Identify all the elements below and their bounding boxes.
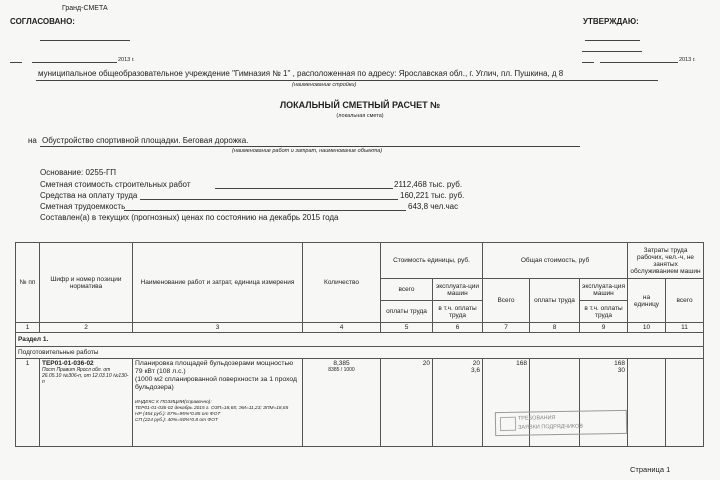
header-num: № пп	[16, 243, 40, 323]
organization-line	[36, 80, 658, 81]
stamp: ТРЕБОВАНИЯ ЗАЯВКИ ПОДРЯДЧИКОВ	[495, 410, 627, 436]
object-prefix: на	[28, 136, 37, 145]
wage-value: 160,221 тыс. руб.	[400, 191, 465, 200]
header-unit-expl: эксплуата-ции машин	[433, 279, 483, 301]
row-labor-all	[666, 359, 704, 447]
header-total-all: Всего	[483, 279, 530, 323]
sign-line-left	[40, 40, 130, 41]
index-line-1: ТЕР01-01-036-02 декабрь 2015 г. ОЗП=18,65; ЭМ=11,23; ЗПМ=18,65	[135, 406, 289, 411]
header-unit-all: всего	[381, 279, 433, 301]
labor-value: 643,8 чел.час	[408, 202, 459, 211]
header-total-wages: оплаты труда	[530, 279, 580, 323]
header-labor-all: всего	[666, 279, 704, 323]
year-left: 2013 г.	[118, 57, 135, 63]
day-line-right	[582, 62, 594, 63]
row-name: Планировка площадей бульдозерами мощностью 79 кВт (108 л.с.)	[135, 360, 294, 375]
header-code: Шифр и номер позиции норматива	[40, 243, 133, 323]
row-qty: 8,385	[333, 360, 350, 367]
page-number: Страница 1	[630, 465, 671, 474]
row-total-expl-wage: 30	[617, 367, 626, 374]
agreed-label: СОГЛАСОВАНО:	[10, 17, 75, 26]
sign-line-right-2	[582, 51, 642, 52]
header-total-incl-wages: в т.ч. оплаты труда	[580, 301, 628, 323]
header-unit-wages: оплаты труда	[381, 301, 433, 323]
col-num-11: 11	[666, 323, 704, 333]
header-qty: Количество	[303, 243, 381, 323]
index-line-3: СП (224 руб.): 40%=50%*0.8 от ФОТ	[135, 418, 218, 423]
document-title: ЛОКАЛЬНЫЙ СМЕТНЫЙ РАСЧЕТ №	[279, 100, 441, 110]
col-num-1: 1	[16, 323, 40, 333]
column-number-row	[16, 323, 704, 333]
row-unit-all: 20	[381, 359, 433, 447]
subsection-title: Подготовительные работы	[16, 347, 704, 359]
row-unit-expl: 20	[472, 360, 480, 367]
labor-label: Сметная трудоемкость	[40, 202, 126, 211]
organization-caption: (наименование стройки)	[292, 82, 357, 88]
organization-text: муниципальное общеобразовательное учреждение "Гимназия № 1" , расположенная по адресу: Ярославская обл., г. Углич, пл. Пушкина, д 8	[38, 69, 564, 78]
row-code: ТЕР01-01-036-02	[42, 360, 94, 367]
basis-label: Основание: 0255-ГП	[40, 168, 117, 177]
row-qty-cell	[303, 359, 381, 447]
col-num-2: 2	[40, 323, 133, 333]
index-title: ИНДЕКС К ПОЗИЦИИ(справочно):	[135, 400, 212, 405]
header-total-expl: эксплуата-ция машин	[580, 279, 628, 301]
col-num-10: 10	[628, 323, 666, 333]
header-labor-per-unit: на единицу	[628, 279, 666, 323]
program-name: Гранд-СМЕТА	[62, 5, 108, 12]
row-name-cell	[133, 359, 303, 447]
month-line-right	[600, 62, 678, 63]
year-right: 2013 г.	[679, 57, 696, 63]
col-num-4: 4	[303, 323, 381, 333]
col-num-6: 6	[433, 323, 483, 333]
header-name: Наименование работ и затрат, единица измерения	[133, 243, 303, 323]
compiled-note: Составлен(а) в текущих (прогнозных) ценах по состоянию на декабрь 2015 года	[40, 213, 339, 222]
object-line	[40, 146, 580, 147]
wage-label: Средства на оплату труда	[40, 191, 138, 200]
row-unit-expl-cell	[433, 359, 483, 447]
approve-label: УТВЕРЖДАЮ:	[583, 17, 639, 26]
col-num-5: 5	[381, 323, 433, 333]
header-labor: Затраты труда рабочих, чел.-ч, не занятых обслуживанием машин	[628, 243, 704, 279]
document-subtitle: (локальная смета)	[336, 113, 384, 119]
cost-value: 2112,468 тыс. руб.	[394, 180, 463, 189]
col-num-7: 7	[483, 323, 530, 333]
row-unit-expl-wage: 3,6	[470, 367, 480, 374]
col-num-9: 9	[580, 323, 628, 333]
labor-line	[124, 210, 406, 211]
row-num: 1	[16, 359, 40, 447]
row-qty-formula: 8385 / 1000	[328, 367, 355, 373]
row-total-expl: 168	[614, 360, 626, 367]
cost-line	[215, 188, 393, 189]
cost-label: Сметная стоимость строительных работ	[40, 180, 191, 189]
object-name: Обустройство спортивной площадки. Беговая дорожка.	[42, 136, 249, 145]
day-line-left	[10, 62, 22, 63]
header-unit-incl-wages: в т.ч. оплаты труда	[433, 301, 483, 323]
object-caption: (наименование работ и затрат, наименование объекта)	[232, 148, 383, 154]
wage-line	[140, 199, 398, 200]
row-code-cell	[40, 359, 133, 447]
sign-line-right-1	[585, 40, 640, 41]
row-name-unit: (1000 м2 спланированной поверхности за 1 проход бульдозера)	[135, 376, 297, 391]
row-code-note: Поcт Правит Яросл обл. от 26.05.10 №306-п, от 12.03.10 №130-п	[42, 367, 129, 385]
month-line-left	[32, 62, 117, 63]
row-total-all: 168	[483, 359, 530, 447]
index-line-2: НР (454 руб.): 87%=95%*0.85 от ФОТ	[135, 412, 221, 417]
col-num-8: 8	[530, 323, 580, 333]
col-num-3: 3	[133, 323, 303, 333]
row-labor-per-unit	[628, 359, 666, 447]
section-title: Раздел 1.	[16, 333, 704, 347]
header-unit-cost: Стоимость единицы, руб.	[381, 243, 483, 279]
header-total-cost: Общая стоимость, руб	[483, 243, 628, 279]
